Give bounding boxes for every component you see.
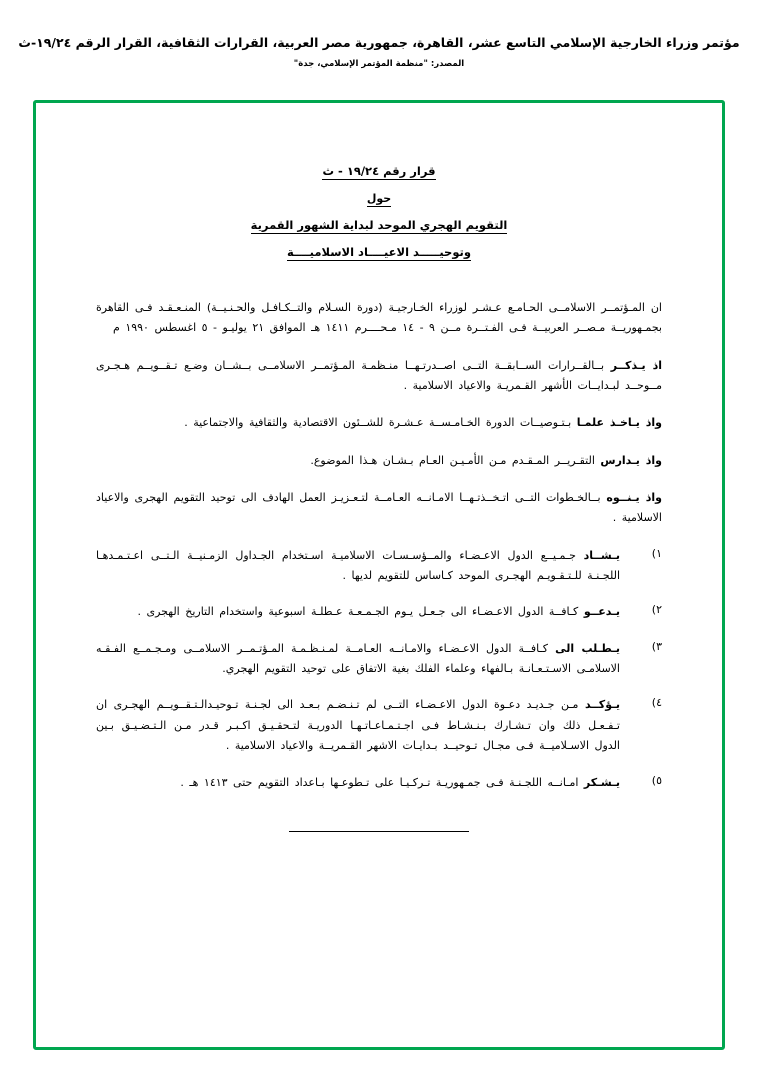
- clause-lead: يـطـلب الى: [555, 641, 621, 655]
- operative-clauses: [96, 546, 662, 793]
- clause-item: [96, 602, 662, 622]
- clause-lead: يـؤكــد: [584, 698, 620, 712]
- clause-number: ١): [651, 546, 662, 560]
- paragraph-text: التقـريــر المـقـدم مـن الأمـيـن العـام بـشـان هـذا الموضوع.: [310, 453, 595, 467]
- clause-item: [96, 773, 662, 793]
- document-page-frame: [33, 100, 725, 1050]
- clause-lead: يـشـكر: [583, 775, 620, 789]
- header-source: المصدر: "منظمة المؤتمر الإسلامي، جدة": [293, 58, 465, 69]
- clause-number: ٥): [651, 773, 662, 787]
- preamble-paragraph: [96, 488, 662, 529]
- resolution-number: قرار رقم ١٩/٢٤ - ث: [322, 164, 436, 178]
- paragraph-lead: واذ يـنــوه: [606, 491, 663, 505]
- paragraph-text: بــالخـطوات التــى اتـخــذتـهــا الامـانــه العـامــة لتـعـزيـز العمل الهادف الى توحيد التقويم الهجرى والاعياد الاسلامية .: [96, 491, 662, 525]
- clause-text: مـن جـديـد دعـوة الدول الاعـضـاء التــى لم تـنـضـم بـعـد الى لجـنـة تـوحيـدالـتـقــويــم الهجـرى ان تـفـعـل ذلك وان تـشـارك بـنـشـاط فـى اجـتـمـاعـاتـهـا الدوريـة لتـحقـيـق اكـبـر قـدر مـن الـتـضـيـق بـين الدول الاسـلاميــة فـى مجـال تـوحيــد بـدايـات الاشهر القـمريــة والاعياد الاسلامية .: [96, 698, 620, 753]
- clause-lead: يـدعــو: [583, 605, 620, 619]
- preamble-paragraph: [96, 298, 662, 339]
- resolution-subject-line-2: وتوحيـــــد الاعيــــاد الاسلاميــــة: [286, 245, 472, 259]
- document-header: [0, 34, 758, 69]
- clause-body: [96, 773, 620, 793]
- clause-item: [96, 695, 662, 756]
- document-end-rule: [289, 831, 469, 832]
- paragraph-lead: واذ يـدارس: [600, 453, 662, 467]
- preamble-paragraphs: [96, 298, 662, 529]
- clause-text: جـمـيــع الدول الاعـضـاء والمــؤسـسـات الاسلاميـة اسـتخدام الجـداول الزمـنيــة الـتــى اعـتـمـدهـا اللجـنـة للـتـقـويـم الهجـرى الموحد كـاساس للتقويم لديها .: [96, 548, 620, 583]
- clause-body: [96, 639, 620, 680]
- clause-lead: يـشــاد: [583, 548, 620, 562]
- clause-text: امـانــه اللجـنـة فـى جمـهوريـة تـركـيـا على تـطوعـها بـاعداد التقويم حتى ١٤١٣ هـ .: [180, 775, 579, 789]
- preamble-paragraph: [96, 413, 662, 433]
- paragraph-lead: واذ يـاخـذ علمـا: [576, 416, 662, 430]
- paragraph-text: ان المـؤتمــر الاسلامــى الحـامـع عـشـر لوزراء الخـارجيـة (دورة السـلام والتــكـافـل والحـنـيــة) المنـعـقـد فـى القاهرة بجمـهوريــة مـصــر العربيــة فـى الفـتــرة مــن ٩ - ١٤ مـحــــرم ١٤١١ هـ الموافق ٢١ يوليـو - ٥ اغسطس ١٩٩٠ م: [96, 301, 662, 335]
- paragraph-text: بـتـوصيــات الدورة الخـامـســة عـشـرة للشــئون الاقتصادية والثقافية والاجتماعية .: [184, 416, 572, 430]
- resolution-subject-line-1: التقويم الهجري الموحد لبداية الشهور القمرية: [250, 218, 508, 232]
- paragraph-text: بــالقــرارات الســابقــة التــى اصــدرتـهــا منـظمـة المـؤتمــر الاسلامــى بــشــان وضـع تـقــويــم هـجـرى مــوحــد لبـدايــات الأشهر القـمريـة والاعياد الاسلامية .: [96, 358, 662, 393]
- resolution-about-label: حول: [366, 192, 392, 205]
- clause-text: كـافــة الدول الاعـضـاء والامـانــه العـامــة لمـنـظـمـة المـؤتـمــر الاسلامــى ومـجـمــع الفـقـه الاسلامـى الاسـتـعـانـة بـالفهاء وعلماء الفلك بغية الاتفاق على توحيد التقويم الهجري.: [96, 641, 620, 676]
- clause-number: ٤): [651, 696, 662, 710]
- clause-text: كـافــة الدول الاعـضـاء الى جـعـل يـوم الجـمـعـة عـطلـة اسبوعية واستخدام التاريخ الهجرى .: [137, 605, 579, 619]
- paragraph-lead: اذ يـذكــر: [610, 358, 663, 372]
- preamble-paragraph: [96, 356, 662, 397]
- preamble-paragraph: [96, 451, 662, 471]
- header-title: مؤتمر وزراء الخارجية الإسلامي التاسع عشر، القاهرة، جمهورية مصر العربية، القرارات الثقافية، القرار الرقم ١٩/٢٤-ث: [18, 35, 740, 50]
- clause-number: ٣): [651, 639, 662, 653]
- resolution-title-block: [96, 160, 662, 268]
- clause-body: [96, 602, 620, 622]
- clause-body: [96, 546, 620, 587]
- document-end-rule-wrapper: [96, 817, 662, 836]
- clause-item: [96, 546, 662, 587]
- clause-item: [96, 639, 662, 680]
- clause-body: [96, 695, 620, 756]
- document-page-content: [36, 103, 722, 1047]
- clause-number: ٢): [651, 603, 662, 617]
